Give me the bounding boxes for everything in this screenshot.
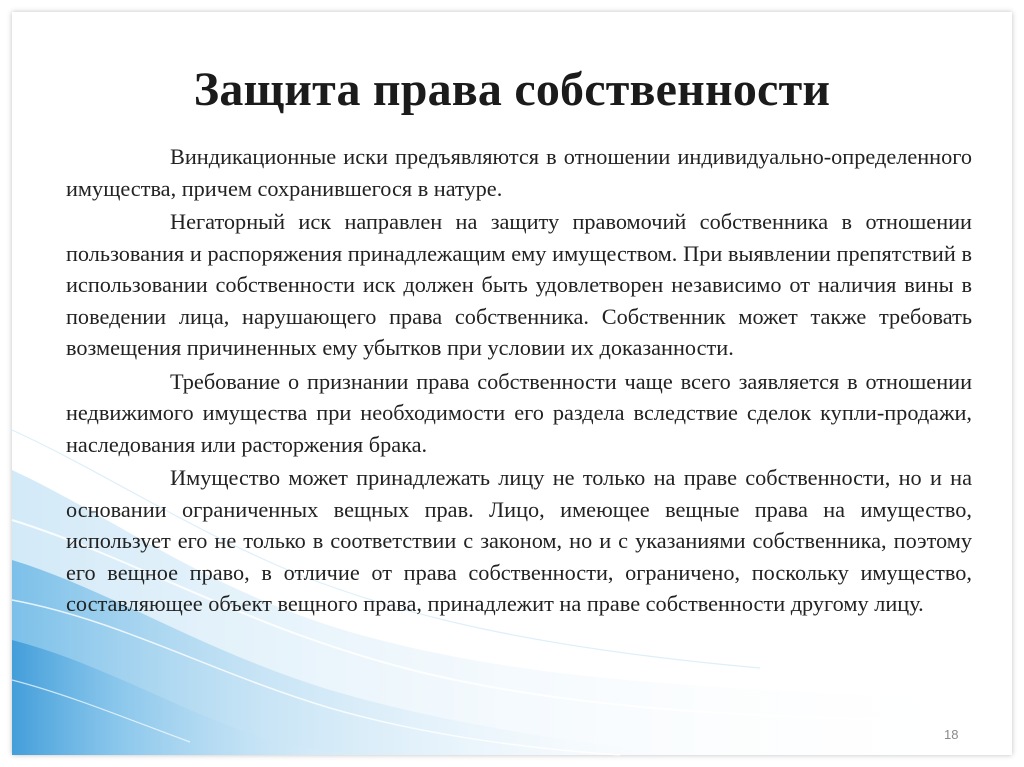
paragraph-limited-rights: Имущество может принадлежать лицу не только на праве собственности, но и на основании ограниченных вещных прав. Лицо, имеющее вещные права на имущество, использует его не только в соответствии с законом, но и с указаниями собственника, поэтому его вещное право, в отличие от права собственности, ограничено, поскольку имущество, составляющее объект вещного права, принадлежит на праве собственности другому лицу.: [66, 465, 972, 616]
paragraph-vindication: Виндикационные иски предъявляются в отношении индивидуально-определенного имущества, причем сохранившегося в натуре.: [66, 144, 972, 201]
slide-title: Защита права собственности: [193, 63, 831, 116]
slide-body: [66, 141, 972, 622]
paragraph-recognition-claim: Требование о признании права собственности чаще всего заявляется в отношении недвижимого имущества при необходимости его раздела вследствие сделок купли-продажи, наследования или расторжения брака.: [66, 368, 972, 457]
paragraph-negatory-claim: Негаторный иск направлен на защиту правомочий собственника в отношении пользования и распоряжения принадлежащим ему имуществом. При выявлении препятствий в использовании собственности иск должен быть удовлетворен независимо от наличия вины в поведении лица, нарушающего права собственника. Собственник может также требовать возмещения причиненных ему убытков при условии их доказанности.: [66, 209, 972, 360]
page-number: 18: [944, 727, 959, 742]
